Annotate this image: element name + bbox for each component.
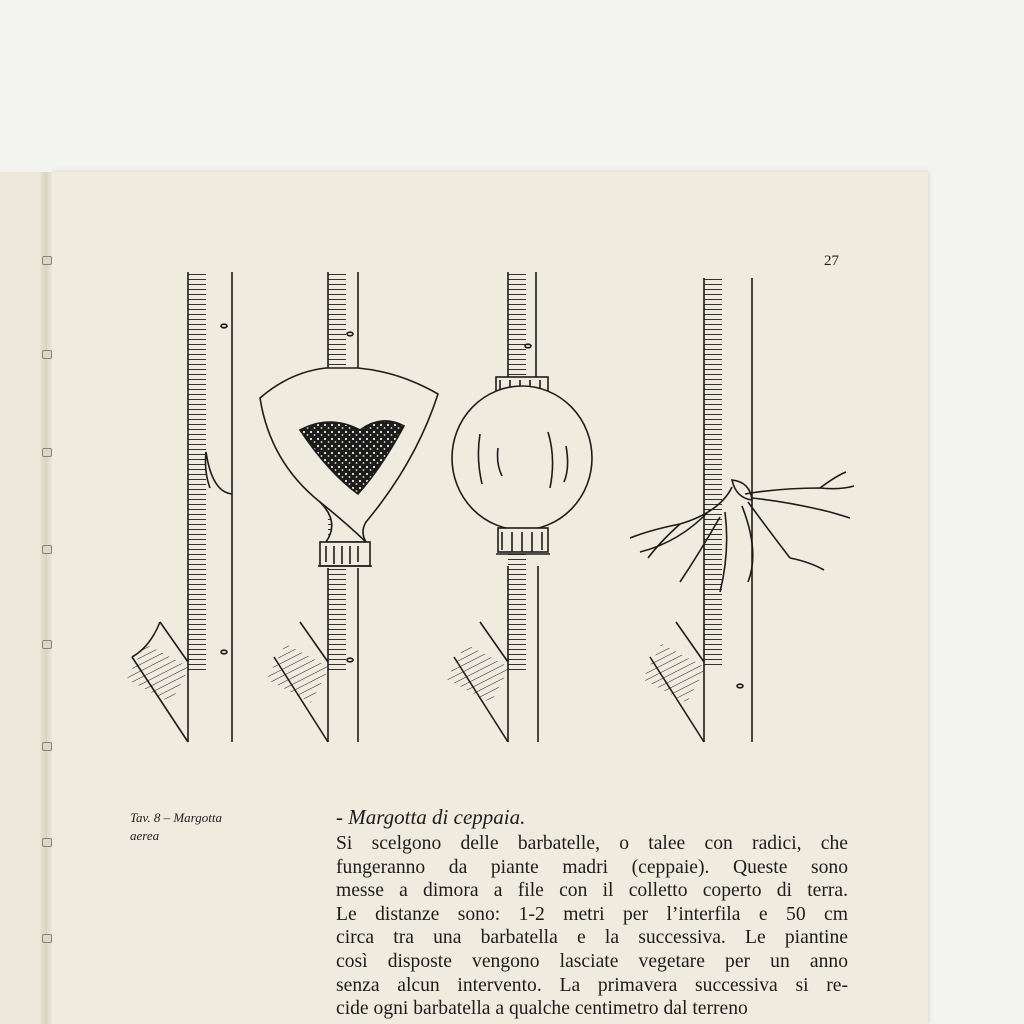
binding-ring	[42, 545, 52, 554]
binding-ring	[42, 256, 52, 265]
binding-ring	[42, 640, 52, 649]
body-line: cide ogni barbatella a qualche centimetro dal terreno	[336, 998, 748, 1020]
section-title	[336, 805, 525, 829]
section-dash: -	[336, 805, 349, 829]
body-line: senza alcun intervento. La primavera successiva si re-	[336, 974, 848, 996]
body-line: Le distanze sono: 1-2 metri per l’interfila e 50 cm	[336, 903, 848, 925]
stage-wrapped-soil	[260, 272, 438, 742]
body-paragraph	[336, 832, 848, 1021]
binding-ring	[42, 448, 52, 457]
caption-line: Tav. 8 – Margotta	[130, 810, 222, 825]
body-line: messe a dimora a file con il colletto coperto di terra.	[336, 880, 848, 902]
binding-ring	[42, 350, 52, 359]
caption-line: aerea	[130, 828, 160, 843]
binding-ring	[42, 934, 52, 943]
binding-ring	[42, 838, 52, 847]
body-line: così disposte vengono lasciate vegetare per un anno	[336, 950, 848, 972]
body-line: circa tra una barbatella e la successiva. Le piantine	[336, 927, 848, 949]
page-number: 27	[824, 253, 839, 269]
air-layering-illustration	[120, 262, 860, 752]
body-line: fungeranno da piante madri (ceppaie). Queste sono	[336, 856, 848, 878]
stage-rooted	[630, 278, 854, 742]
body-line: Si scelgono delle barbatelle, o talee con radici, che	[336, 833, 848, 854]
binding-ring	[42, 742, 52, 751]
stage-notched-branch	[127, 272, 232, 742]
section-title-text: Margotta di ceppaia.	[348, 805, 526, 829]
stage-bagged	[447, 272, 592, 742]
figure-caption	[130, 809, 300, 845]
